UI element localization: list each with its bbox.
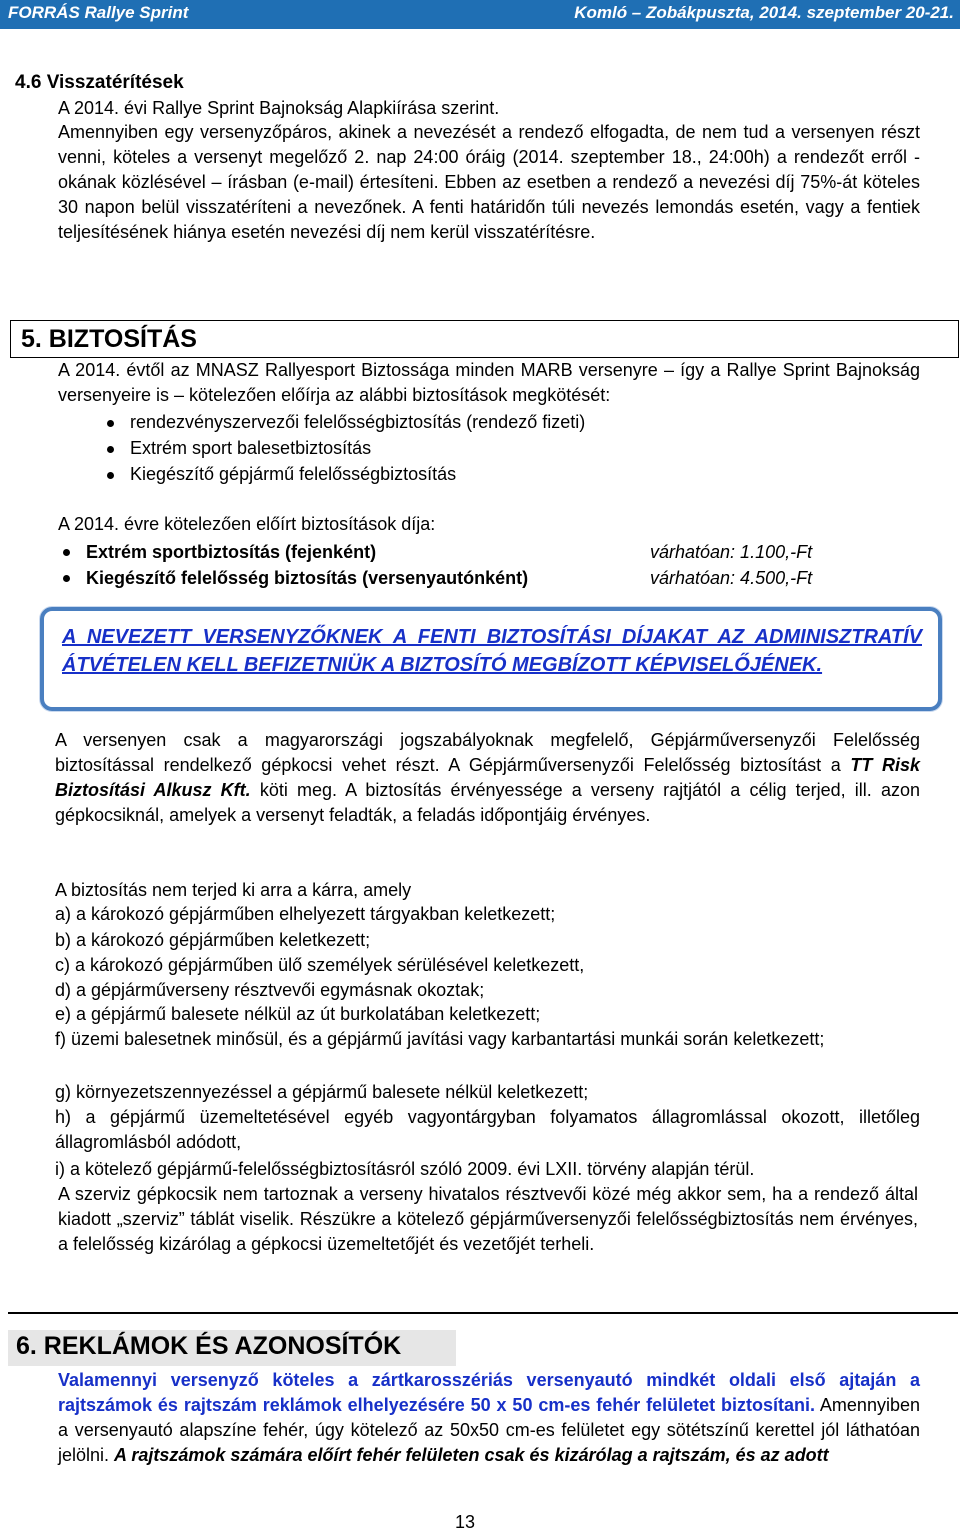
section-4-6-title: 4.6 Visszatérítések: [15, 72, 184, 93]
section-6-rule: [8, 1312, 958, 1314]
insurance-text-a: A versenyen csak a magyarországi jogszabályoknak megfelelő, Gépjárműversenyzői Felelősség biztosítással rendelkező gépkocsi vehet részt. A Gépjárműversenyzői Felelősség biztosítást a: [55, 730, 920, 775]
section-5-intro: A 2014. évtől az MNASZ Rallyesport Biztossága minden MARB versenyre – így a Rallye Sprint Bajnokság versenyeire is – kötelezően előírja az alábbi biztosítások megkötését:: [58, 360, 920, 405]
fee-name: Kiegészítő felelősség biztosítás (versenyautónként): [86, 568, 529, 588]
insurance-paragraph: [55, 728, 920, 828]
fee-price: várhatóan: 1.100,-Ft: [650, 542, 813, 562]
exclusion-item: d) a gépjárműverseny résztvevői egymásnak okoztak;: [55, 980, 485, 1000]
exclusion-item: f) üzemi balesetnek minősül, és a gépjármű javítási vagy karbantartási munkái során keletkezett;: [55, 1029, 825, 1049]
exclusion-item: i) a kötelező gépjármű-felelősségbiztosításról szóló 2009. évi LXII. törvény alapján térül.: [55, 1159, 755, 1179]
section-6-bold-italic-text: A rajtszámok számára előírt fehér felületen csak és kizárólag a rajtszám, és az adott: [114, 1445, 829, 1465]
notice-text: A NEVEZETT VERSENYZŐKNEK A FENTI BIZTOSÍTÁSI DÍJAKAT AZ ADMINISZTRATÍV ÁTVÉTELEN KELL BEFIZETNIÜK A BIZTOSÍTÓ MEGBÍZOTT KÉPVISELŐJÉNEK.: [62, 626, 922, 676]
section-6-plain-text: Amennyiben a versenyautó alapszíne fehér, úgy kötelező az 50x50 cm-es felületet egy sötétszínű kerettel jól láthatóan jelölni.: [58, 1395, 920, 1465]
fees-intro: A 2014. évre kötelezően előírt biztosítások díja:: [58, 514, 436, 534]
header-right: Komló – Zobákpuszta, 2014. szeptember 20-21.: [574, 3, 954, 22]
insurance-text-c: köti meg. A biztosítás érvényessége a verseny rajtjától a célig terjed, ill. azon gépkocsiknál, amelyek a versenyt feladták, a feladás időpontjáig érvényes.: [55, 780, 920, 825]
exclusion-item: b) a károkozó gépjárműben keletkezett;: [55, 930, 371, 950]
section-5-heading-box: [10, 320, 959, 358]
section-5-title: 5. BIZTOSÍTÁS: [21, 325, 197, 353]
page-header: [0, 0, 960, 26]
section-6-heading-box: [8, 1330, 456, 1366]
header-left: FORRÁS Rallye Sprint: [8, 3, 189, 22]
exclusion-item: c) a károkozó gépjárműben ülő személyek sérülésével keletkezett,: [55, 955, 585, 975]
fee-price: várhatóan: 4.500,-Ft: [650, 568, 813, 588]
header-rule: [0, 26, 960, 29]
insurer-name: TT Risk Biztosítási Alkusz Kft.: [55, 755, 921, 800]
fee-name: Extrém sportbiztosítás (fejenként): [86, 542, 377, 562]
exclusion-item: h) a gépjármű üzemeltetésével egyéb vagyontárgyban folyamatos állagromlással okozott, illetőleg állagromlásból adódott,: [55, 1107, 920, 1152]
bullet-dot: [63, 575, 70, 582]
section-4-6-line1: A 2014. évi Rallye Sprint Bajnokság Alapkiírása szerint.: [58, 98, 500, 118]
bullet-dot: [107, 420, 114, 427]
section-6-title: 6. REKLÁMOK ÉS AZONOSÍTÓK: [16, 1332, 402, 1360]
exclusion-item: e) a gépjármű balesete nélkül az út burkolatában keletkezett;: [55, 1004, 541, 1024]
section-6-blue-text: Valamennyi versenyző köteles a zártkarosszériás versenyautó mindkét oldali első ajtaján a rajtszámok és rajtszám reklámok elhelyezésére 50 x 50 cm-es fehér felületet biztosítani.: [58, 1370, 920, 1415]
insurance-item: rendezvényszervezői felelősségbiztosítás (rendező fizeti): [130, 412, 586, 432]
bullet-dot: [107, 446, 114, 453]
service-paragraph: A szerviz gépkocsik nem tartoznak a verseny hivatalos résztvevői közé még akkor sem, ha a rendező által kiadott „szerviz” táblát viselik. Részükre a kötelező gépjárműversenyzői felelősségbiztosítás nem érvényes, a felelősség kizárólag a gépkocsi üzemeltetőjét és vezetőjét terheli.: [58, 1184, 918, 1254]
exclusion-item: g) környezetszennyezéssel a gépjármű balesete nélkül keletkezett;: [55, 1082, 589, 1102]
bullet-dot: [63, 549, 70, 556]
bullet-dot: [107, 472, 114, 479]
insurance-item: Kiegészítő gépjármű felelősségbiztosítás: [130, 464, 457, 484]
section-6-paragraph: [58, 1368, 920, 1468]
notice-box: [40, 607, 942, 711]
exclusion-item: a) a károkozó gépjárműben elhelyezett tárgyakban keletkezett;: [55, 904, 556, 924]
page-number: 13: [455, 1512, 476, 1532]
exclusions-intro: A biztosítás nem terjed ki arra a kárra, amely: [55, 880, 412, 900]
insurance-item: Extrém sport balesetbiztosítás: [130, 438, 372, 458]
section-4-6-paragraph: Amennyiben egy versenyzőpáros, akinek a nevezését a rendező elfogadta, de nem tud a versenyen részt venni, köteles a versenyt megelőző 2. nap 24:00 óráig (2014. szeptember 18., 24:00h) a rendezőt erről - okának közlésével – írásban (e-mail) értesíteni. Ebben az esetben a rendező a nevezési díj 75%-át köteles 30 napon belül visszatéríteni a nevezőnek. A fenti határidőn túli nevezés lemondás esetén, vagy a fentiek teljesítésének hiánya esetén nevezési díj nem kerül visszatérítésre.: [58, 122, 920, 242]
